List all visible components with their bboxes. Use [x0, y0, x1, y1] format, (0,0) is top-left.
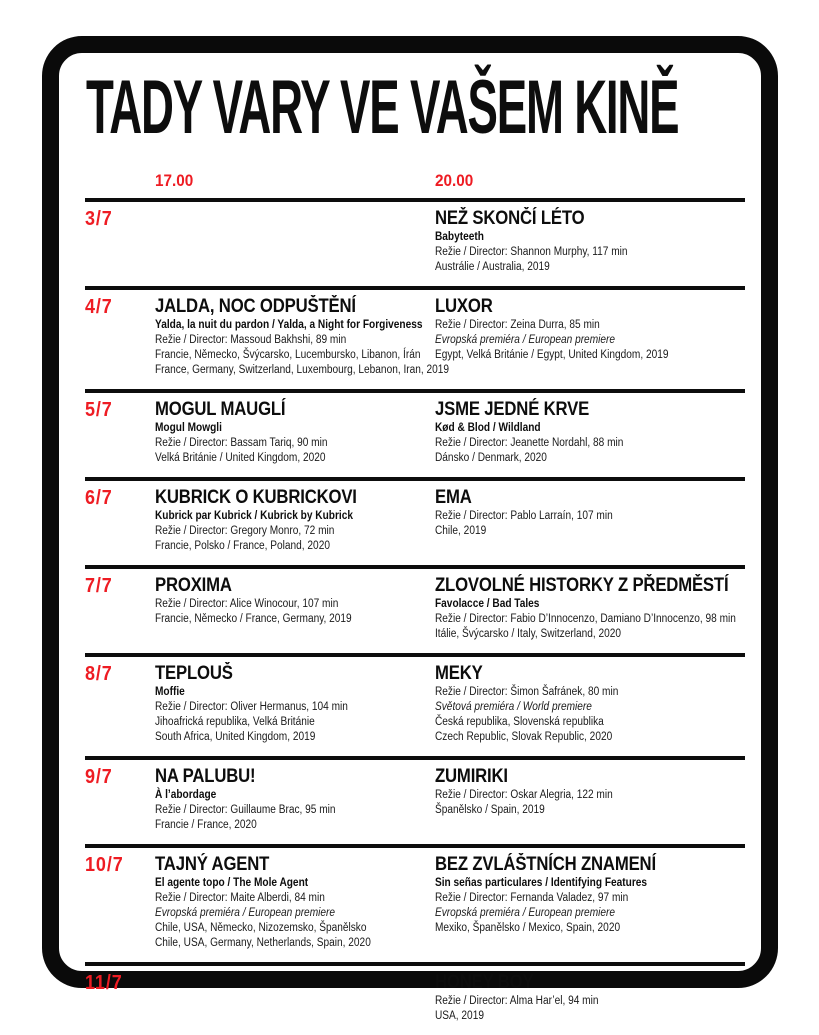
- schedule-row: [85, 844, 745, 962]
- film-info-line: France, Germany, Switzerland, Luxembourg, Lebanon, Iran, 2019: [155, 364, 450, 376]
- film-title: BEZ ZVLÁŠTNÍCH ZNAMENÍ: [435, 854, 656, 875]
- date-cell: [85, 296, 155, 378]
- film-info-line: Režie / Director: Guillaume Brac, 95 min: [155, 804, 336, 816]
- film-premiere-note: Evropská premiéra / European premiere: [435, 334, 616, 346]
- film-info-line: Chile, USA, Německo, Nizozemsko, Španělsko: [155, 922, 367, 934]
- film-info-line: Česká republika, Slovenská republika: [435, 716, 604, 728]
- film-info-line: Velká Británie / United Kingdom, 2020: [155, 452, 326, 464]
- film-entry: [155, 296, 450, 378]
- film-info-line: Itálie, Švýcarsko / Italy, Switzerland, 2020: [435, 628, 621, 640]
- page-title: TADY VARY VE VAŠEM KINĚ: [86, 65, 679, 150]
- film-cell-1700: [155, 972, 435, 1024]
- time-header-row: [85, 171, 745, 198]
- film-entry: [435, 399, 708, 466]
- schedule-rows: [85, 198, 745, 1035]
- film-info-line: Režie / Director: Alice Winocour, 107 min: [155, 598, 339, 610]
- film-info-line: Režie / Director: Oskar Alegria, 122 min: [435, 789, 613, 801]
- date-label: 7/7: [85, 575, 113, 597]
- film-cell-2000: [435, 663, 745, 745]
- film-info-line: Režie / Director: Maite Alberdi, 84 min: [155, 892, 325, 904]
- film-title: ZLOVOLNÉ HISTORKY Z PŘEDMĚSTÍ: [435, 575, 729, 596]
- film-info-line: Austrálie / Australia, 2019: [435, 261, 550, 273]
- film-premiere-note: Světová premiéra / World premiere: [435, 701, 592, 713]
- film-title: JALDA, NOC ODPUŠTĚNÍ: [155, 296, 356, 317]
- film-entry: [435, 854, 708, 936]
- date-cell: [85, 663, 155, 745]
- film-entry: [435, 487, 708, 539]
- film-original-title: Kød & Blod / Wildland: [435, 422, 541, 434]
- film-info-line: Režie / Director: Oliver Hermanus, 104 min: [155, 701, 348, 713]
- schedule-row: [85, 198, 745, 286]
- film-entry: [155, 575, 401, 627]
- film-cell-2000: [435, 854, 745, 951]
- film-original-title: Yalda, la nuit du pardon / Yalda, a Night for Forgiveness: [155, 319, 423, 331]
- schedule-row: [85, 756, 745, 844]
- poster-frame: [42, 36, 778, 1022]
- film-title: MEKY: [435, 663, 483, 684]
- film-entry: [155, 854, 401, 951]
- film-info-line: Mexiko, Španělsko / Mexico, Spain, 2020: [435, 922, 621, 934]
- film-entry: [155, 663, 401, 745]
- film-cell-2000: [435, 575, 777, 642]
- film-cell-2000: [435, 487, 745, 554]
- film-entry: [435, 208, 708, 275]
- date-cell: [85, 487, 155, 554]
- film-info-line: Chile, 2019: [435, 525, 487, 537]
- film-info-line: Režie / Director: Bassam Tariq, 90 min: [155, 437, 328, 449]
- date-cell: [85, 766, 155, 833]
- film-title: TAJNÝ AGENT: [155, 854, 270, 875]
- film-info-line: Chile, USA, Germany, Netherlands, Spain, 2020: [155, 937, 371, 949]
- date-cell: [85, 854, 155, 951]
- film-info-line: Francie / France, 2020: [155, 819, 257, 831]
- film-cell-2000: [435, 296, 745, 378]
- film-title: TEPLOUŠ: [155, 663, 233, 684]
- date-label: 8/7: [85, 663, 113, 685]
- time-header-cell-1700: [155, 171, 435, 191]
- film-title: KUBRICK O KUBRICKOVI: [155, 487, 357, 508]
- date-cell: [85, 575, 155, 642]
- film-info-line: Režie / Director: Pablo Larraín, 107 min: [435, 510, 613, 522]
- schedule-row: [85, 389, 745, 477]
- date-label: 3/7: [85, 208, 113, 230]
- film-info-line: Egypt, Velká Británie / Egypt, United Kingdom, 2019: [435, 349, 669, 361]
- film-original-title: Mogul Mowgli: [155, 422, 222, 434]
- film-original-title: Moffie: [155, 686, 185, 698]
- film-cell-1700: [155, 399, 435, 466]
- date-label: 11/7: [85, 972, 123, 994]
- film-entry: [155, 766, 401, 833]
- film-title: HONEY BOY: [435, 972, 534, 993]
- film-entry: [155, 399, 401, 466]
- time-header-spacer: [85, 190, 155, 191]
- film-info-line: Režie / Director: Gregory Monro, 72 min: [155, 525, 335, 537]
- date-cell: [85, 399, 155, 466]
- film-info-line: Režie / Director: Fabio D’Innocenzo, Damiano D’Innocenzo, 98 min: [435, 613, 736, 625]
- film-title: EMA: [435, 487, 472, 508]
- schedule-row: [85, 962, 745, 1035]
- film-entry: [435, 972, 708, 1024]
- schedule-row: [85, 477, 745, 565]
- film-info-line: Španělsko / Spain, 2019: [435, 804, 545, 816]
- film-original-title: Sin señas particulares / Identifying Features: [435, 877, 648, 889]
- film-original-title: À l’abordage: [155, 789, 217, 801]
- film-info-line: Režie / Director: Zeina Durra, 85 min: [435, 319, 600, 331]
- film-info-line: Francie, Polsko / France, Poland, 2020: [155, 540, 330, 552]
- date-label: 9/7: [85, 766, 113, 788]
- film-cell-1700: [155, 208, 435, 275]
- film-title: LUXOR: [435, 296, 493, 317]
- film-info-line: South Africa, United Kingdom, 2019: [155, 731, 316, 743]
- film-title: NEŽ SKONČÍ LÉTO: [435, 208, 585, 229]
- film-info-line: Režie / Director: Jeanette Nordahl, 88 min: [435, 437, 624, 449]
- time-header-cell-2000: [435, 171, 745, 191]
- film-entry: [435, 766, 708, 818]
- film-cell-2000: [435, 399, 745, 466]
- film-info-line: Režie / Director: Šimon Šafránek, 80 min: [435, 686, 619, 698]
- film-cell-1700: [155, 296, 450, 378]
- film-cell-1700: [155, 854, 435, 951]
- date-cell: [85, 208, 155, 275]
- film-entry: [435, 296, 708, 363]
- film-original-title: Babyteeth: [435, 231, 484, 243]
- film-info-line: Režie / Director: Alma Har’el, 94 min: [435, 995, 599, 1007]
- schedule-row: [85, 286, 745, 389]
- film-info-line: Režie / Director: Fernanda Valadez, 97 min: [435, 892, 629, 904]
- schedule-row: [85, 565, 745, 653]
- film-cell-1700: [155, 766, 435, 833]
- date-label: 4/7: [85, 296, 113, 318]
- date-label: 5/7: [85, 399, 113, 421]
- film-info-line: Jihoafrická republika, Velká Británie: [155, 716, 315, 728]
- date-cell: [85, 972, 155, 1024]
- film-cell-2000: [435, 972, 745, 1024]
- film-info-line: Dánsko / Denmark, 2020: [435, 452, 547, 464]
- film-entry: [435, 663, 708, 745]
- film-cell-2000: [435, 208, 745, 275]
- schedule-row: [85, 653, 745, 756]
- film-cell-1700: [155, 663, 435, 745]
- film-entry: [155, 487, 401, 554]
- film-original-title: Kubrick par Kubrick / Kubrick by Kubrick: [155, 510, 353, 522]
- film-entry: [435, 575, 736, 642]
- film-cell-2000: [435, 766, 745, 833]
- film-premiere-note: Evropská premiéra / European premiere: [155, 907, 336, 919]
- film-original-title: Favolacce / Bad Tales: [435, 598, 540, 610]
- film-premiere-note: Evropská premiéra / European premiere: [435, 907, 616, 919]
- film-info-line: Francie, Německo, Švýcarsko, Lucembursko, Libanon, Írán: [155, 349, 421, 361]
- film-cell-1700: [155, 575, 435, 642]
- film-info-line: Režie / Director: Shannon Murphy, 117 min: [435, 246, 628, 258]
- film-title: NA PALUBU!: [155, 766, 256, 787]
- film-info-line: USA, 2019: [435, 1010, 484, 1022]
- film-info-line: Czech Republic, Slovak Republic, 2020: [435, 731, 613, 743]
- film-title: MOGUL MAUGLÍ: [155, 399, 286, 420]
- time-label-1700: 17.00: [155, 171, 194, 190]
- film-title: ZUMIRIKI: [435, 766, 508, 787]
- time-label-2000: 20.00: [435, 171, 474, 190]
- date-label: 10/7: [85, 854, 124, 876]
- film-title: JSME JEDNÉ KRVE: [435, 399, 590, 420]
- film-info-line: Režie / Director: Massoud Bakhshi, 89 min: [155, 334, 347, 346]
- film-original-title: El agente topo / The Mole Agent: [155, 877, 309, 889]
- film-info-line: Francie, Německo / France, Germany, 2019: [155, 613, 352, 625]
- film-title: PROXIMA: [155, 575, 232, 596]
- film-cell-1700: [155, 487, 435, 554]
- date-label: 6/7: [85, 487, 113, 509]
- poster-content: [85, 53, 745, 1035]
